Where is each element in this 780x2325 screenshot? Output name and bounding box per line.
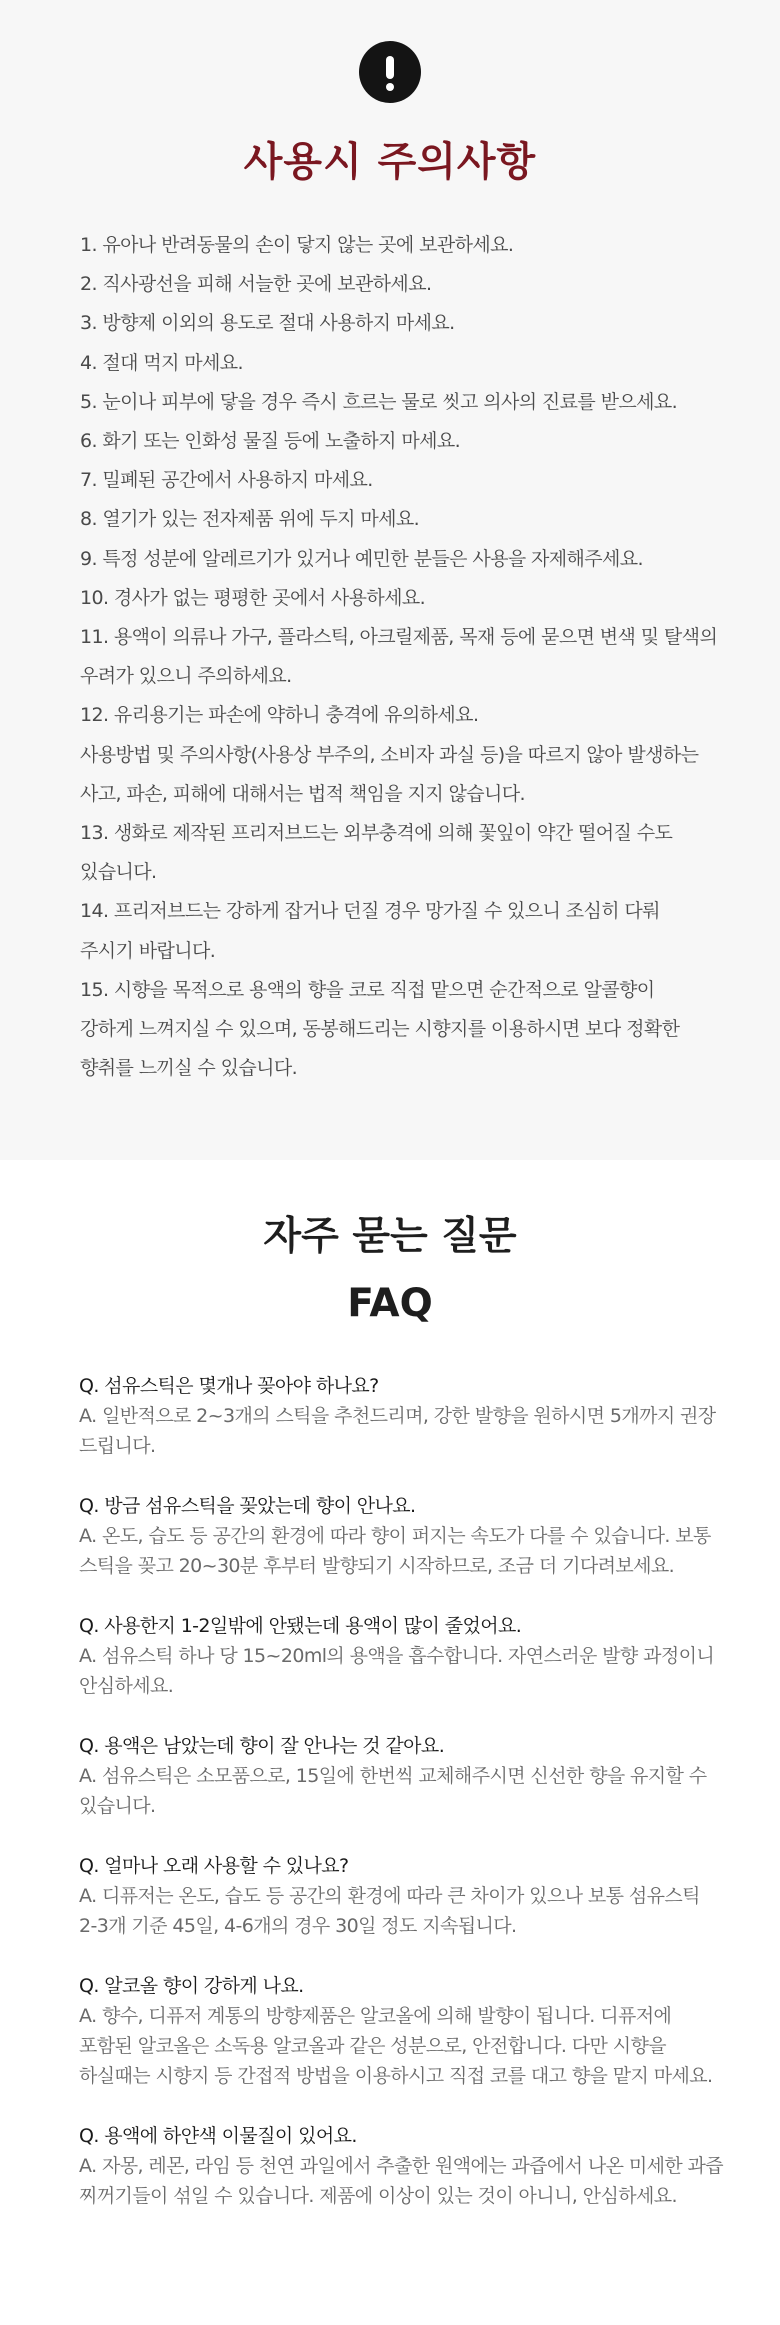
caution-line: 사고, 파손, 피해에 대해서는 법적 책임을 지지 않습니다. [80, 782, 525, 805]
caution-line: 4. 절대 먹지 마세요. [80, 351, 243, 374]
caution-line: 1. 유아나 반려동물의 손이 닿지 않는 곳에 보관하세요. [80, 234, 514, 256]
caution-line: 14. 프리저브드는 강하게 잡거나 던질 경우 망가질 수 있으니 조심히 다뤄 [80, 900, 660, 923]
faq-subtitle: FAQ [347, 1281, 433, 1326]
faq-answer [79, 1641, 719, 1701]
faq-item [79, 1971, 719, 2091]
faq-answer [79, 2001, 719, 2091]
faq-item [79, 1851, 719, 1941]
faq-question: Q. 얼마나 오래 사용할 수 있나요? [79, 1855, 349, 1877]
faq-title: 자주 묻는 질문 [263, 1214, 517, 1259]
faq-answer-line: 있습니다. [79, 1795, 156, 1817]
faq-question: Q. 방금 섬유스틱을 꽂았는데 향이 안나요. [79, 1495, 416, 1517]
faq-list [79, 1371, 724, 2241]
faq-item [79, 1611, 719, 1701]
caution-line: 5. 눈이나 피부에 닿을 경우 즉시 흐르는 물로 씻고 의사의 진료를 받으세요. [80, 390, 678, 413]
faq-answer-line: A. 일반적으로 2~3개의 스틱을 추천드리며, 강한 발향을 원하시면 5개까지 권장 [79, 1405, 716, 1427]
faq-answer [79, 1761, 719, 1821]
faq-answer-line: A. 자몽, 레몬, 라임 등 천연 과일에서 추출한 원액에는 과즙에서 나온 미세한 과즙 [79, 2155, 724, 2177]
faq-item [79, 2121, 724, 2211]
faq-answer-line: 안심하세요. [79, 1675, 174, 1697]
faq-item [79, 1491, 719, 1581]
faq-answer-line: 스틱을 꽂고 20~30분 후부터 발향되기 시작하므로, 조금 더 기다려보세요. [79, 1555, 675, 1577]
caution-line: 11. 용액이 의류나 가구, 플라스틱, 아크릴제품, 목재 등에 묻으면 변색 및 탈색의 [80, 626, 718, 649]
faq-answer-line: A. 섬유스틱은 소모품으로, 15일에 한번씩 교체해주시면 신선한 향을 유지할 수 [79, 1765, 707, 1787]
faq-item [79, 1371, 719, 1461]
faq-answer-line: 포함된 알코올은 소독용 알코올과 같은 성분으로, 안전합니다. 다만 시향을 [79, 2035, 667, 2057]
caution-line: 3. 방향제 이외의 용도로 절대 사용하지 마세요. [80, 312, 455, 335]
caution-line: 주시기 바랍니다. [80, 939, 216, 962]
faq-answer-line: 찌꺼기들이 섞일 수 있습니다. 제품에 이상이 있는 것이 아니니, 안심하세요. [79, 2185, 677, 2207]
caution-line: 우려가 있으니 주의하세요. [80, 665, 292, 688]
faq-answer [79, 2151, 724, 2211]
faq-item [79, 1731, 719, 1821]
faq-answer-line: A. 디퓨저는 온도, 습도 등 공간의 환경에 따라 큰 차이가 있으나 보통 섬유스틱 [79, 1885, 700, 1907]
faq-answer [79, 1401, 719, 1461]
faq-answer [79, 1521, 719, 1581]
caution-line: 10. 경사가 없는 평평한 곳에서 사용하세요. [80, 586, 426, 609]
caution-line: 6. 화기 또는 인화성 물질 등에 노출하지 마세요. [80, 430, 461, 453]
faq-answer-line: A. 온도, 습도 등 공간의 환경에 따라 향이 퍼지는 속도가 다를 수 있습니다. 보통 [79, 1525, 711, 1547]
faq-question: Q. 용액에 하얀색 이물질이 있어요. [79, 2125, 357, 2147]
caution-line: 13. 생화로 제작된 프리저브드는 외부충격에 의해 꽃잎이 약간 떨어질 수도 [80, 822, 673, 845]
faq-question: Q. 알코올 향이 강하게 나요. [79, 1975, 304, 1997]
faq-answer-line: 하실때는 시향지 등 간접적 방법을 이용하시고 직접 코를 대고 향을 맡지 마세요. [79, 2065, 713, 2087]
caution-line: 2. 직사광선을 피해 서늘한 곳에 보관하세요. [80, 273, 432, 296]
faq-answer-line: A. 섬유스틱 하나 당 15~20ml의 용액을 흡수합니다. 자연스러운 발향 과정이니 [79, 1645, 715, 1667]
faq-answer-line: 드립니다. [79, 1435, 156, 1457]
exclamation-icon [359, 41, 421, 103]
caution-list [80, 226, 720, 1088]
caution-line: 8. 열기가 있는 전자제품 위에 두지 마세요. [80, 508, 420, 531]
faq-answer [79, 1881, 719, 1941]
caution-line: 15. 시향을 목적으로 용액의 향을 코로 직접 맡으면 순간적으로 알콜향이 [80, 978, 655, 1001]
caution-section [0, 0, 780, 1160]
faq-answer-line: A. 향수, 디퓨저 계통의 방향제품은 알코올에 의해 발향이 됩니다. 디퓨저에 [79, 2005, 672, 2027]
caution-line: 있습니다. [80, 861, 157, 884]
caution-line: 향취를 느끼실 수 있습니다. [80, 1057, 298, 1080]
faq-question: Q. 섬유스틱은 몇개나 꽂아야 하나요? [79, 1375, 379, 1397]
faq-question: Q. 용액은 남았는데 향이 잘 안나는 것 같아요. [79, 1735, 445, 1757]
caution-line: 강하게 느껴지실 수 있으며, 동봉해드리는 시향지를 이용하시면 보다 정확한 [80, 1018, 680, 1041]
faq-question: Q. 사용한지 1-2일밖에 안됐는데 용액이 많이 줄었어요. [79, 1615, 522, 1637]
caution-title: 사용시 주의사항 [243, 139, 537, 185]
faq-answer-line: 2-3개 기준 45일, 4-6개의 경우 30일 정도 지속됩니다. [79, 1915, 517, 1937]
caution-line: 사용방법 및 주의사항(사용상 부주의, 소비자 과실 등)을 따르지 않아 발생하는 [80, 743, 699, 766]
caution-line: 7. 밀폐된 공간에서 사용하지 마세요. [80, 469, 373, 492]
caution-line: 9. 특정 성분에 알레르기가 있거나 예민한 분들은 사용을 자제해주세요. [80, 547, 643, 570]
caution-line: 12. 유리용기는 파손에 약하니 충격에 유의하세요. [80, 704, 479, 727]
